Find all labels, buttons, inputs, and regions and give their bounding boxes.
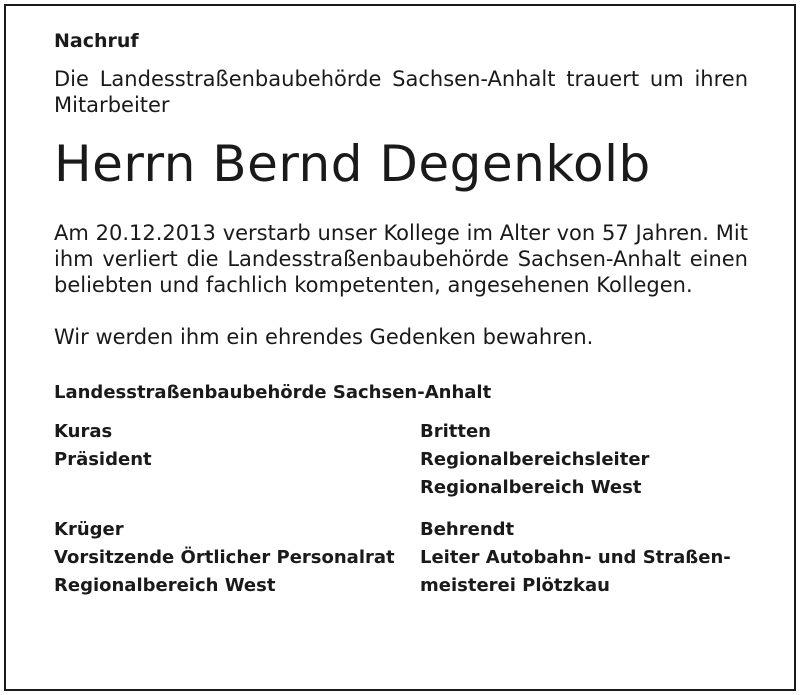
organization-name: Landesstraßenbaubehörde Sachsen-Anhalt	[54, 382, 492, 403]
intro-text: Die Landesstraßenbaubehörde Sachsen-Anhalt trauert um ihren Mitarbeiter	[54, 67, 748, 117]
signatory-name: Behrendt	[420, 519, 515, 540]
signatory-title: Präsident	[54, 449, 152, 470]
signatory-unit: Regionalbereich West	[54, 575, 276, 596]
signatory-title: Vorsitzende Örtlicher Personalrat	[54, 547, 395, 568]
notice-heading: Nachruf	[54, 30, 139, 52]
signatory-unit: meisterei Plötzkau	[420, 575, 610, 596]
signatory-krueger	[54, 516, 420, 600]
signatory-name: Krüger	[54, 519, 124, 540]
signatory-title: Leiter Autobahn- und Straßen-	[420, 547, 731, 568]
closing-text: Wir werden ihm ein ehrendes Gedenken bewahren.	[54, 325, 594, 349]
signatory-name: Kuras	[54, 421, 113, 442]
signatory-behrendt	[420, 516, 748, 600]
signatory-britten	[420, 418, 748, 502]
signatories	[54, 418, 748, 600]
deceased-name: Herrn Bernd Degenkolb	[54, 135, 651, 193]
body-text: Am 20.12.2013 verstarb unser Kollege im Alter von 57 Jahren. Mit ihm verliert die Landesstraßenbaubehörde Sachsen-Anhalt einen beliebten und fachlich kompetenten, angesehenen Kollegen.	[54, 221, 748, 297]
signatory-title: Regionalbereichsleiter	[420, 449, 650, 470]
obituary-frame	[4, 4, 796, 691]
obituary-content	[54, 30, 748, 600]
signatory-name: Britten	[420, 421, 491, 442]
signatory-kuras	[54, 418, 420, 502]
signatory-unit: Regionalbereich West	[420, 477, 642, 498]
